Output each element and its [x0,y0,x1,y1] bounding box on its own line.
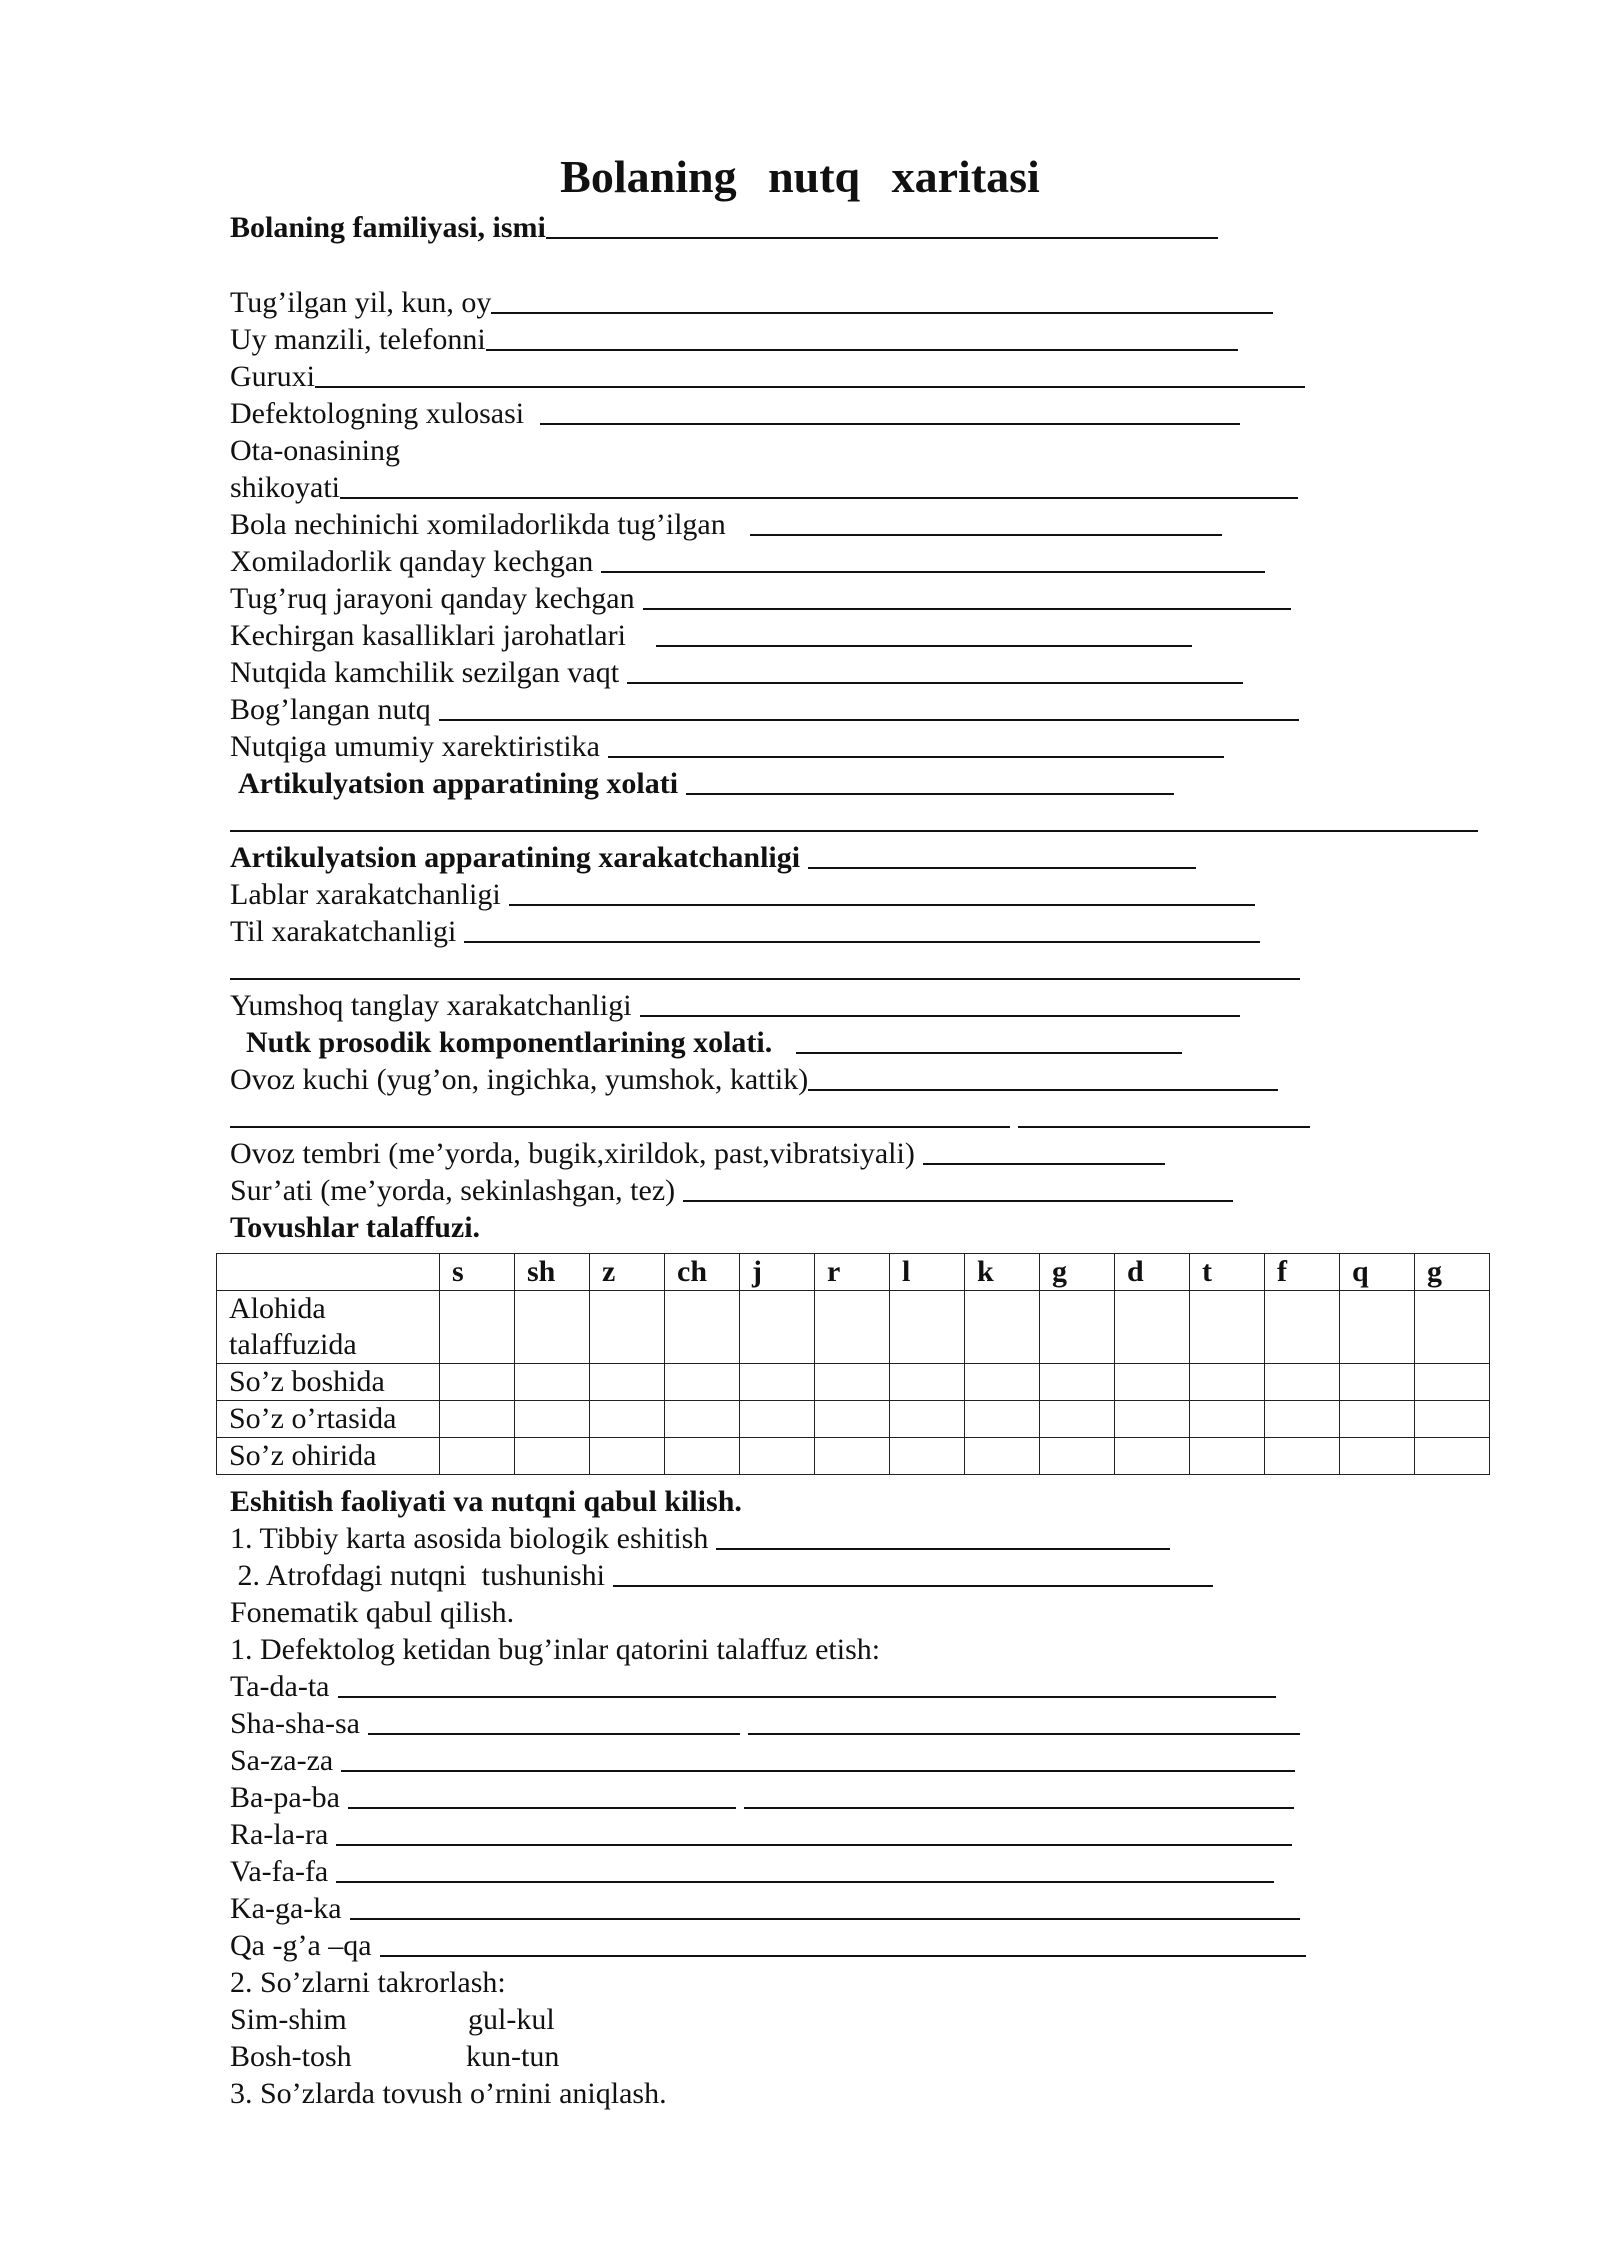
table-cell[interactable] [665,1364,740,1401]
table-cell[interactable] [1040,1438,1115,1475]
answer-line[interactable] [643,580,1291,610]
answer-line[interactable] [640,987,1240,1017]
table-row [217,1364,1490,1401]
table-cell[interactable] [440,1401,515,1438]
section-heading: Fonematik qabul qilish. [230,1596,515,1629]
table-cell[interactable] [590,1401,665,1438]
syllable-label: Ka-ga-ka [230,1892,342,1925]
table-cell[interactable] [965,1438,1040,1475]
answer-line[interactable] [341,1742,1295,1772]
field-label: Xomiladorlik qanday kechgan [230,545,594,578]
page-title: Bolaning nutq xaritasi [560,151,1040,202]
table-cell[interactable] [1190,1364,1265,1401]
syllable-row [230,1778,1294,1815]
answer-line[interactable] [608,728,1224,758]
table-cell[interactable] [1340,1291,1415,1364]
section-phonemic [230,1593,514,1630]
table-corner-cell [217,1254,440,1291]
syllable-row [230,1852,1274,1889]
word-pair: kun-tun [466,2040,560,2073]
field-label: shikoyati [230,471,340,504]
table-cell[interactable] [590,1291,665,1364]
field-soft-palate [230,986,1240,1023]
field-blank-line [230,949,1300,986]
answer-line[interactable] [380,1927,1306,1957]
syllable-label: Va-fa-fa [230,1855,329,1888]
row-label: So’z o’rtasida [217,1401,440,1438]
field-articulation-mobility [230,838,1196,875]
syllable-row [230,1667,1276,1704]
answer-line[interactable] [350,1890,1300,1920]
table-cell[interactable] [1265,1438,1340,1475]
field-illnesses [230,616,1192,653]
table-header-row [217,1254,1490,1291]
table-cell[interactable] [1415,1291,1490,1364]
field-blank-line [230,1097,1310,1134]
table-cell[interactable] [515,1364,590,1401]
field-label: Ovoz kuchi (yug’on, ingichka, yumshok, kattik) [230,1063,809,1096]
column-header: r [815,1254,890,1291]
answer-line[interactable] [796,1024,1182,1054]
answer-line[interactable] [230,950,1300,980]
field-articulation-state [238,764,1174,801]
field-pregnancy-course [230,542,1265,579]
field-connected-speech [230,690,1299,727]
word-pair: gul-kul [468,2003,555,2036]
instruction-words [230,1963,506,2000]
field-voice-strength [230,1060,1278,1097]
field-label: Bola nechinichi xomiladorlikda tug’ilgan [230,508,726,541]
field-birth-process [230,579,1291,616]
table-cell[interactable] [740,1401,815,1438]
table-cell[interactable] [1040,1401,1115,1438]
syllable-label: Ta-da-ta [230,1670,330,1703]
field-label: Kechirgan kasalliklari jarohatlari [230,619,626,652]
syllable-label: Sa-za-za [230,1744,334,1777]
field-tempo [230,1171,1233,1208]
syllable-row [230,1704,1300,1741]
answer-line[interactable] [808,839,1196,869]
answer-line[interactable] [750,506,1222,536]
table-cell[interactable] [965,1364,1040,1401]
answer-line[interactable] [744,1779,1294,1809]
field-child-name [230,208,1218,245]
column-header: z [590,1254,665,1291]
field-label: Ovoz tembri (me’yorda, bugik,xirildok, past,vibratsiyali) [230,1137,915,1170]
field-parents [230,431,400,468]
field-group [230,357,1305,394]
field-prosodic-components [246,1023,1182,1060]
table-cell[interactable] [1415,1401,1490,1438]
table-cell[interactable] [965,1401,1040,1438]
table-cell[interactable] [815,1401,890,1438]
answer-line[interactable] [340,469,1298,499]
table-cell[interactable] [1115,1438,1190,1475]
table-cell[interactable] [440,1291,515,1364]
answer-line[interactable] [716,1520,1170,1550]
word-pair: Sim-shim [230,2003,347,2036]
column-header: g [1415,1254,1490,1291]
field-tongue-mobility [230,912,1260,949]
answer-line[interactable] [748,1705,1300,1735]
table-cell[interactable] [1115,1401,1190,1438]
field-label: Lablar xarakatchanligi [230,878,501,911]
answer-line[interactable] [656,617,1192,647]
table-cell[interactable] [1190,1401,1265,1438]
field-voice-timbre [230,1134,1165,1171]
answer-line[interactable] [686,765,1174,795]
field-address-phone [230,320,1238,357]
table-cell[interactable] [1190,1438,1265,1475]
table-cell[interactable] [1040,1364,1115,1401]
answer-line[interactable] [1018,1098,1310,1128]
syllable-label: Qa -g’a –qa [230,1929,372,1962]
answer-line[interactable] [368,1705,740,1735]
table-cell[interactable] [515,1401,590,1438]
field-speech-defect-time [230,653,1243,690]
field-label: Til xarakatchanligi [230,915,457,948]
field-speech-characteristic [230,727,1224,764]
syllable-row [230,1889,1300,1926]
table-cell[interactable] [665,1438,740,1475]
field-label: Bolaning familiyasi, ismi [230,211,546,244]
table-cell[interactable] [815,1438,890,1475]
answer-line[interactable] [336,1853,1274,1883]
field-birth-date [230,283,1273,320]
field-label: Artikulyatsion apparatining xarakatchanligi [230,841,801,874]
field-label: Uy manzili, telefonni [230,323,486,356]
answer-line[interactable] [348,1779,736,1809]
answer-line[interactable] [464,913,1260,943]
table-cell[interactable] [1265,1401,1340,1438]
table-cell[interactable] [815,1291,890,1364]
section-sound-pronunciation [230,1208,480,1245]
row-label: So’z ohirida [217,1438,440,1475]
word-pair-row [230,2037,559,2074]
field-lips-mobility [230,875,1255,912]
table-row [217,1291,1490,1364]
column-header: ch [665,1254,740,1291]
table-cell[interactable] [740,1291,815,1364]
section-heading: Eshitish faoliyati va nutqni qabul kilish. [230,1485,742,1518]
answer-line[interactable] [336,1816,1292,1846]
instruction-text: 1. Defektolog ketidan bug’inlar qatorini talaffuz etish: [230,1633,881,1666]
table-cell[interactable] [740,1438,815,1475]
sounds-table [216,1253,1490,1475]
table-cell[interactable] [1115,1364,1190,1401]
column-header: sh [515,1254,590,1291]
column-header: q [1340,1254,1415,1291]
instruction-text: 3. So’zlarda tovush o’rnini aniqlash. [230,2077,667,2110]
answer-line[interactable] [509,876,1255,906]
field-label: Tug’ilgan yil, kun, oy [230,286,492,319]
field-label: Nutk prosodik komponentlarining xolati. [246,1026,773,1059]
syllable-label: Ba-pa-ba [230,1781,340,1814]
answer-line[interactable] [230,1098,1010,1128]
table-cell[interactable] [1415,1364,1490,1401]
syllable-row [230,1926,1306,1963]
field-label: Sur’ati (me’yorda, sekinlashgan, tez) [230,1174,676,1207]
table-cell[interactable] [1265,1364,1340,1401]
table-cell[interactable] [515,1291,590,1364]
row-label: So’z boshida [217,1364,440,1401]
syllable-row [230,1741,1295,1778]
field-pregnancy-number [230,505,1222,542]
column-header: t [1190,1254,1265,1291]
answer-line[interactable] [338,1668,1276,1698]
table-cell[interactable] [1115,1291,1190,1364]
table-cell[interactable] [440,1438,515,1475]
row-label: Alohida talaffuzida [217,1291,440,1364]
table-cell[interactable] [890,1364,965,1401]
section-heading: Tovushlar talaffuzi. [230,1211,481,1244]
column-header: s [440,1254,515,1291]
field-label: Nutqiga umumiy xarektiristika [230,730,600,763]
answer-line[interactable] [923,1135,1165,1165]
table-cell[interactable] [590,1438,665,1475]
instruction-syllables [230,1630,880,1667]
table-cell[interactable] [440,1364,515,1401]
answer-line[interactable] [546,209,1218,239]
field-label: Yumshoq tanglay xarakatchanligi [230,989,632,1022]
field-label: 2. Atrofdagi nutqni tushunishi [230,1559,605,1592]
answer-line[interactable] [491,284,1273,314]
field-label: Bog’langan nutq [230,693,431,726]
section-hearing [230,1482,742,1519]
table-cell[interactable] [1265,1291,1340,1364]
table-cell[interactable] [665,1401,740,1438]
table-cell[interactable] [890,1291,965,1364]
table-cell[interactable] [1415,1438,1490,1475]
table-cell[interactable] [740,1364,815,1401]
field-label: Nutqida kamchilik sezilgan vaqt [230,656,620,689]
field-label: Ota-onasining [230,434,400,467]
table-cell[interactable] [1340,1438,1415,1475]
field-speech-understanding [230,1556,1213,1593]
answer-line[interactable] [683,1172,1233,1202]
word-pair-row [230,2000,555,2037]
field-label: Artikulyatsion apparatining xolati [238,767,679,800]
syllable-label: Sha-sha-sa [230,1707,360,1740]
answer-line[interactable] [808,1061,1278,1091]
answer-line[interactable] [315,358,1305,388]
answer-line[interactable] [613,1557,1213,1587]
table-cell[interactable] [1040,1291,1115,1364]
answer-line[interactable] [230,802,1478,832]
table-cell[interactable] [1340,1401,1415,1438]
field-biological-hearing [230,1519,1170,1556]
syllable-label: Ra-la-ra [230,1818,329,1851]
table-cell[interactable] [590,1364,665,1401]
word-pair: Bosh-tosh [230,2040,352,2073]
table-cell[interactable] [515,1438,590,1475]
column-header: f [1265,1254,1340,1291]
field-label: Tug’ruq jarayoni qanday kechgan [230,582,635,615]
table-row [217,1401,1490,1438]
table-cell[interactable] [1340,1364,1415,1401]
instruction-sound-position [230,2074,667,2111]
field-label: 1. Tibbiy karta asosida biologik eshitish [230,1522,709,1555]
answer-line[interactable] [627,654,1243,684]
field-label: Defektologning xulosasi [230,397,525,430]
field-label: Guruxi [230,360,315,393]
answer-line[interactable] [439,691,1299,721]
column-header: l [890,1254,965,1291]
answer-line[interactable] [540,395,1240,425]
answer-line[interactable] [601,543,1265,573]
syllable-row [230,1815,1292,1852]
field-complaint [230,468,1298,505]
instruction-text: 2. So’zlarni takrorlash: [230,1966,506,1999]
field-defectologist-conclusion [230,394,1240,431]
column-header: k [965,1254,1040,1291]
table-cell[interactable] [815,1364,890,1401]
column-header: d [1115,1254,1190,1291]
table-cell[interactable] [890,1438,965,1475]
field-blank-line [230,801,1478,838]
table-cell[interactable] [665,1291,740,1364]
column-header: g [1040,1254,1115,1291]
column-header: j [740,1254,815,1291]
table-cell[interactable] [890,1401,965,1438]
table-cell[interactable] [965,1291,1040,1364]
table-cell[interactable] [1190,1291,1265,1364]
answer-line[interactable] [486,321,1238,351]
table-row [217,1438,1490,1475]
